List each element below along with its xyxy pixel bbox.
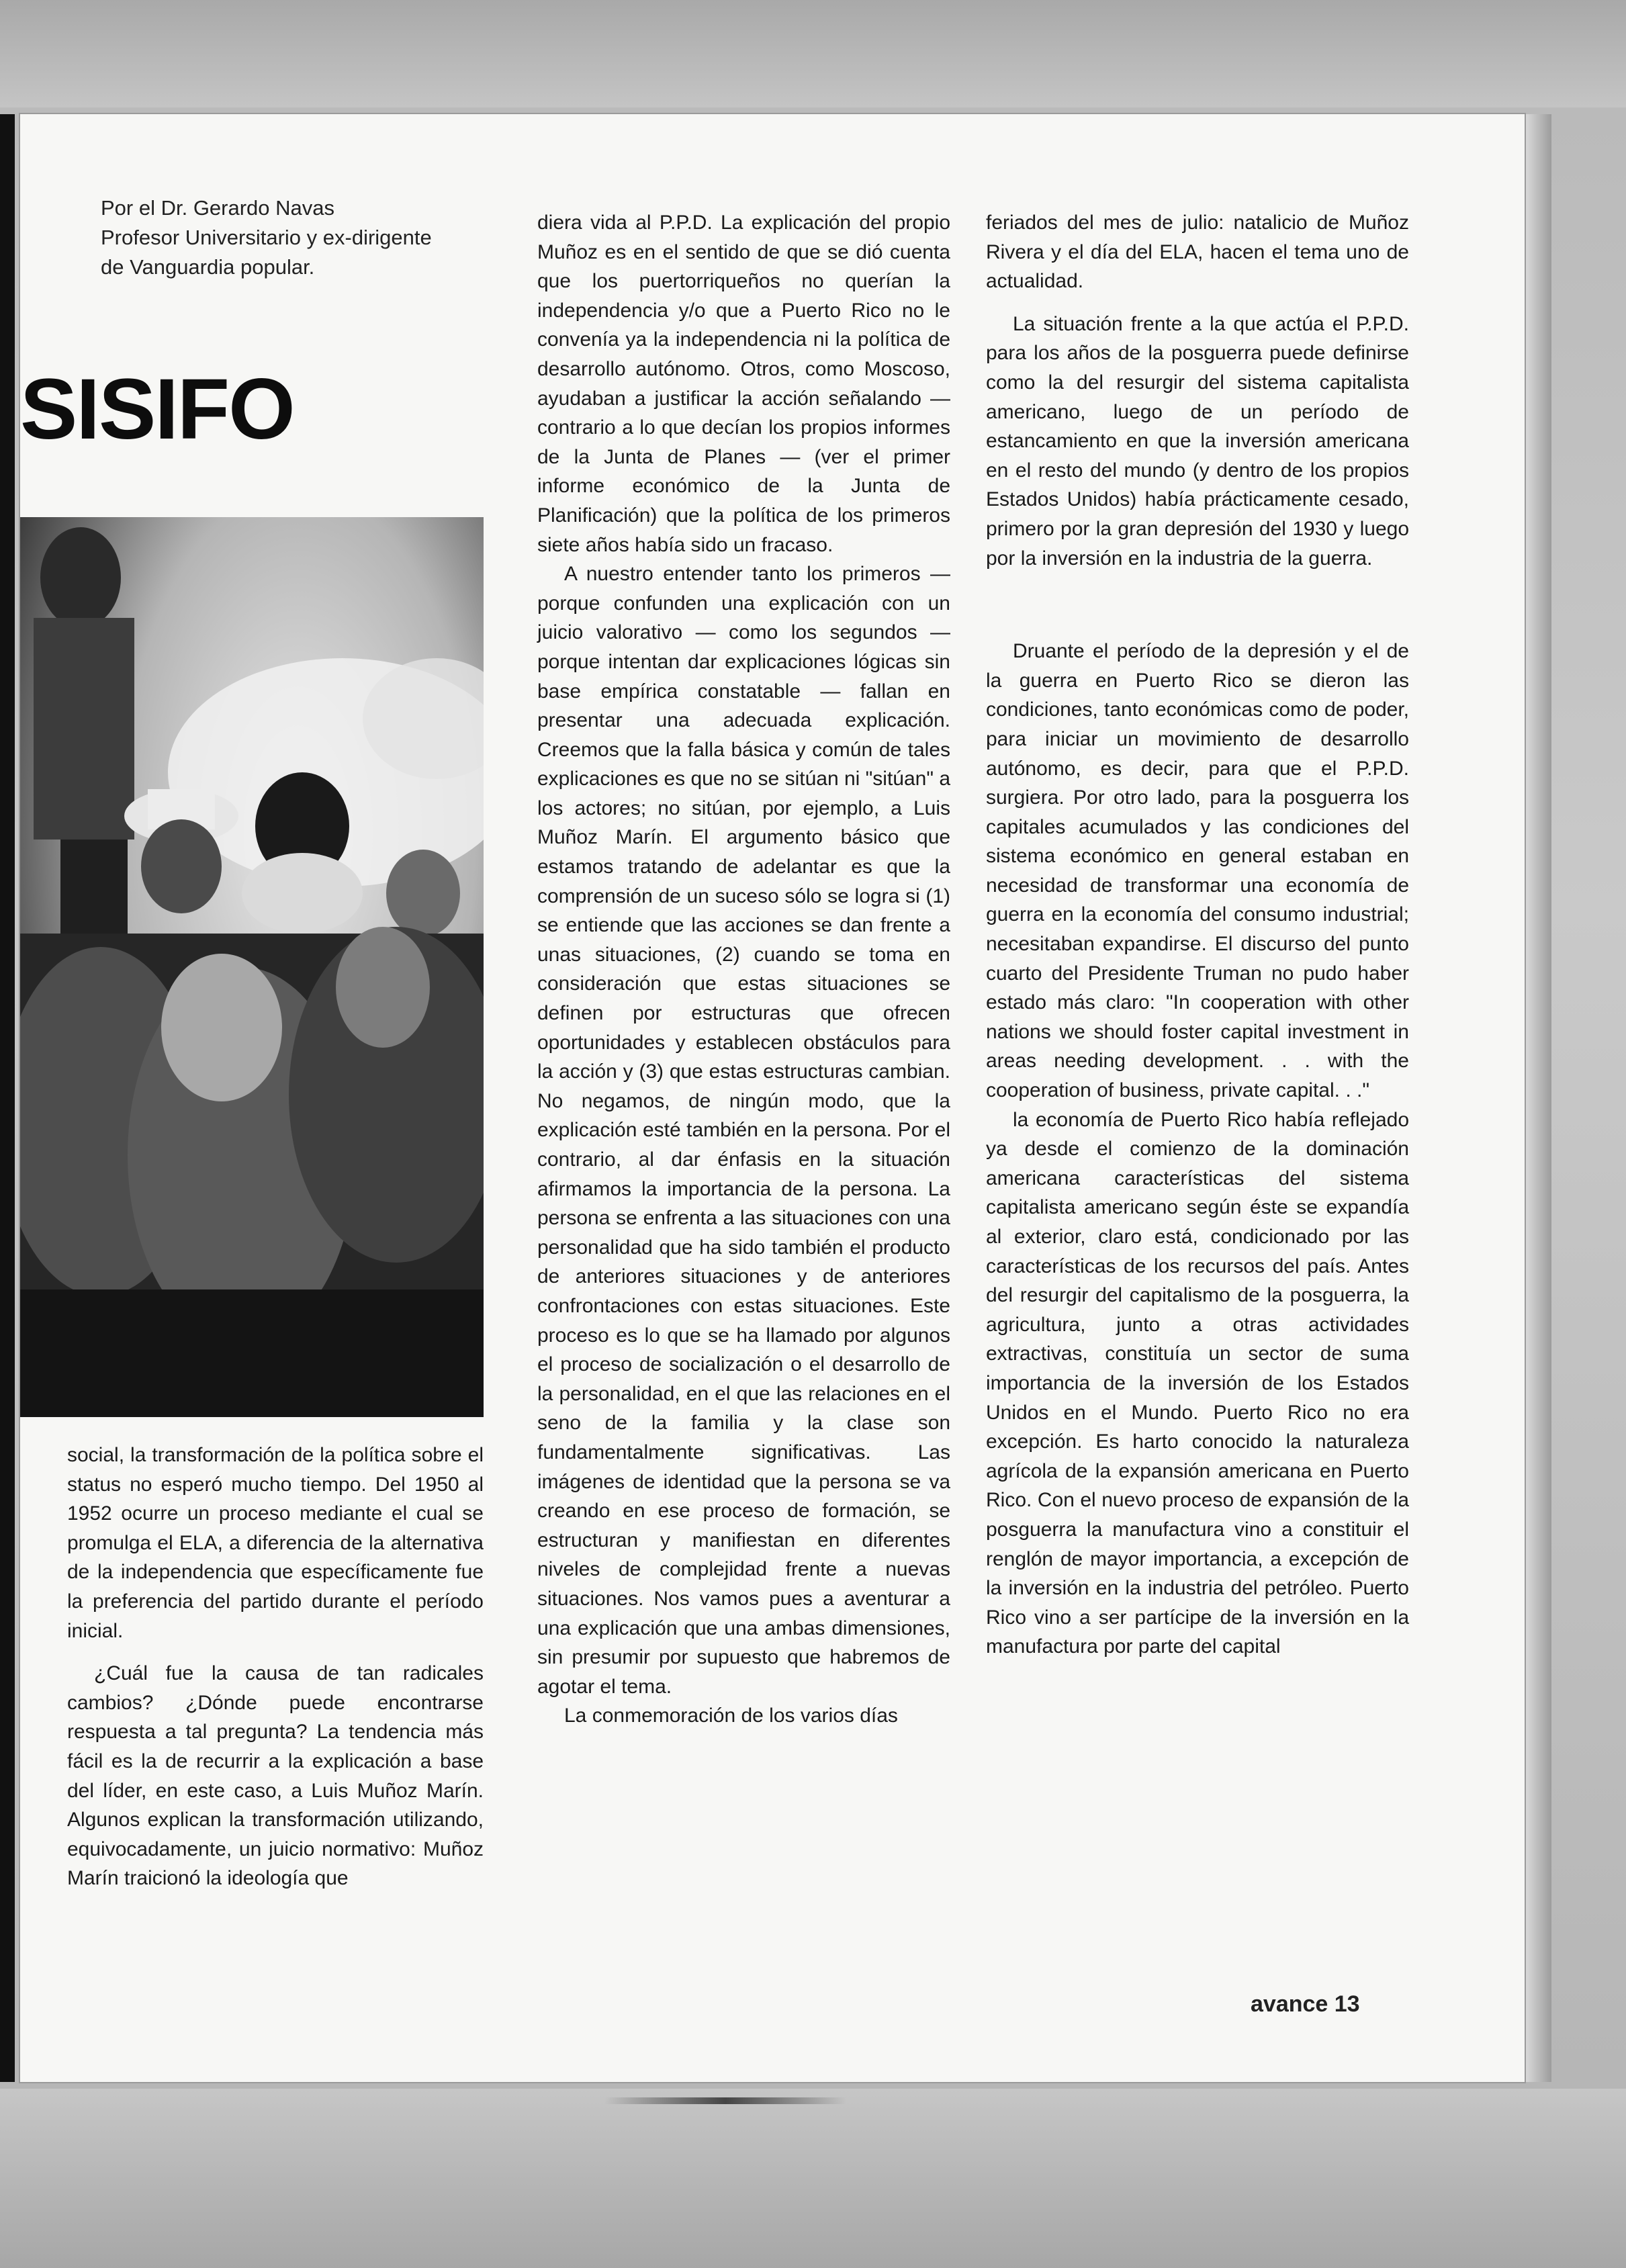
column-3 (986, 208, 1409, 1662)
column-1 (67, 1441, 484, 1893)
paragraph: feriados del mes de julio: natalicio de Muñoz Rivera y el día del ELA, hacen el tema uno de actualidad. (986, 212, 1409, 293)
paragraph: social, la transformación de la política sobre el status no esperó mucho tiempo. Del 1950 al 1952 ocurre un proceso mediante el cual se promulga el ELA, a diferencia de la alternativa de la independencia que específicamente fue la preferencia del partido durante el período inicial. (67, 1444, 484, 1642)
page-folio: avance 13 (1251, 1991, 1360, 2017)
paragraph: la economía de Puerto Rico había reflejado ya desde el comienzo de la dominación americana características del sistema capitalista americano según éste se expandía al exterior, claro está, condicionado por las características de los recursos del país. Antes del resurgir del capitalismo de la posguerra, la agricultura, junto a otras actividades extractivas, constituía un sector de suma importancia de la inversión de los Estados Unidos en el Mundo. Puerto Rico no era excepción. Es harto conocido la naturaleza agrícola de la expansión americana en Puerto Rico. Con el nuevo proceso de expansión de la posguerra la manufactura vino a constituir el renglón de mayor importancia, a excepción de la inversión en la industria del petróleo. Puerto Rico vino a ser partícipe de la inversión en la manufactura por parte del capital (986, 1108, 1409, 1658)
scan-smudge (604, 2097, 846, 2104)
scan-top-edge (0, 0, 1626, 107)
byline (101, 193, 504, 282)
paragraph: La situación frente a la que actúa el P.P.D. para los años de la posguerra puede definirse como la del resurgir del sistema capitalista americano, luego de un período de estancamiento en que la inversión americana en el resto del mundo (y dentro de los propios Estados Unidos) había prácticamente cesado, primero por la gran depresión del 1930 y luego por la inversión en la industria de la guerra. (986, 312, 1409, 570)
byline-author: Por el Dr. Gerardo Navas (101, 196, 335, 220)
paragraph: La conmemoración de los varios días (564, 1705, 898, 1727)
article-photo (20, 517, 484, 1417)
page-right-edge (1525, 114, 1551, 2082)
byline-affiliation: de Vanguardia popular. (101, 255, 315, 279)
byline-role: Profesor Universitario y ex-dirigente (101, 226, 432, 249)
crowd-photo-illustration (20, 517, 484, 1417)
paragraph: diera vida al P.P.D. La explicación del propio Muñoz es en el sentido de que se dió cuenta que los puertorriqueños no querían la independencia y/o que a Puerto Rico no le convenía ya la independencia ni la política de desarrollo autónomo. Otros, como Moscoso, ayudaban a justificar la acción señalando — contrario a lo que decían los propios informes de la Junta de Planes — (ver el primer informe económico de la Junta de Planificación) que la política de los primeros siete años había sido un fracaso. (537, 212, 950, 556)
paragraph: Druante el período de la depresión y el de la guerra en Puerto Rico se dieron las condiciones, tanto económicas como de poder, para iniciar un movimiento de desarrollo autónomo, es decir, para que el P.P.D. surgiera. Por otro lado, para la posguerra los capitales acumulados y las condiciones del sistema económico en general estaban en necesidad de transformar una economía de guerra en la economía del consumo industrial; necesitaban expandirse. El discurso del punto cuarto del Presidente Truman no pudo haber estado más claro: "In cooperation with other nations we should foster capital investment in areas needing development. . . with the cooperation of business, private capital. . ." (986, 640, 1409, 1102)
scan-bottom-edge (0, 2089, 1626, 2268)
paragraph: ¿Cuál fue la causa de tan radicales cambios? ¿Dónde puede encontrarse respuesta a tal pregunta? La tendencia más fácil es la de recurrir a la explicación a base del líder, en este caso, a Luis Muñoz Marín. Algunos explican la transformación utilizando, equivocadamente, un juicio normativo: Muñoz Marín traicionó la ideología que (67, 1662, 484, 1890)
page-gutter-shadow (0, 114, 15, 2082)
article-title: SISIFO (20, 361, 294, 457)
paragraph: A nuestro entender tanto los primeros — porque confunden una explicación con un juicio valorativo — como los segundos — porque intentan dar explicaciones lógicas sin base empírica constatable — fallan en presentar una adecuada explicación. Creemos que la falla básica y común de tales explicaciones es que no se sitúan ni "sitúan" a los actores; no sitúan, por ejemplo, a Luis Muñoz Marín. El argumento básico que estamos tratando de adelantar es que la comprensión de un suceso sólo se logra si (1) se entiende que las acciones se dan frente a unas situaciones, (2) cuando se toma en consideración que estas situaciones se definen por estructuras que ofrecen oportunidades y establecen obstáculos para la acción y (3) que estas estructuras cambian. No negamos, de ningún modo, que la explicación esté también en la persona. Por el contrario, al dar énfasis en la situación afirmamos la importancia de la persona. La persona se enfrenta a las situaciones con una personalidad que ha sido también el producto de anteriores situaciones y de anteriores confrontaciones con estas situaciones. Este proceso es lo que se ha llamado por algunos el proceso de socialización o el desarrollo de la personalidad, en el que las relaciones en el seno de la familia y la clase son fundamentalmente significativas. Las imágenes de identidad que la persona se va creando en ese proceso de formación, se estructuran y manifiestan en diferentes niveles de complejidad frente a nuevas situaciones. Nos vamos pues a aventurar a una explicación que una ambas dimensiones, sin presumir por supuesto que habremos de agotar el tema. (537, 563, 951, 1698)
column-2 (537, 208, 950, 1731)
